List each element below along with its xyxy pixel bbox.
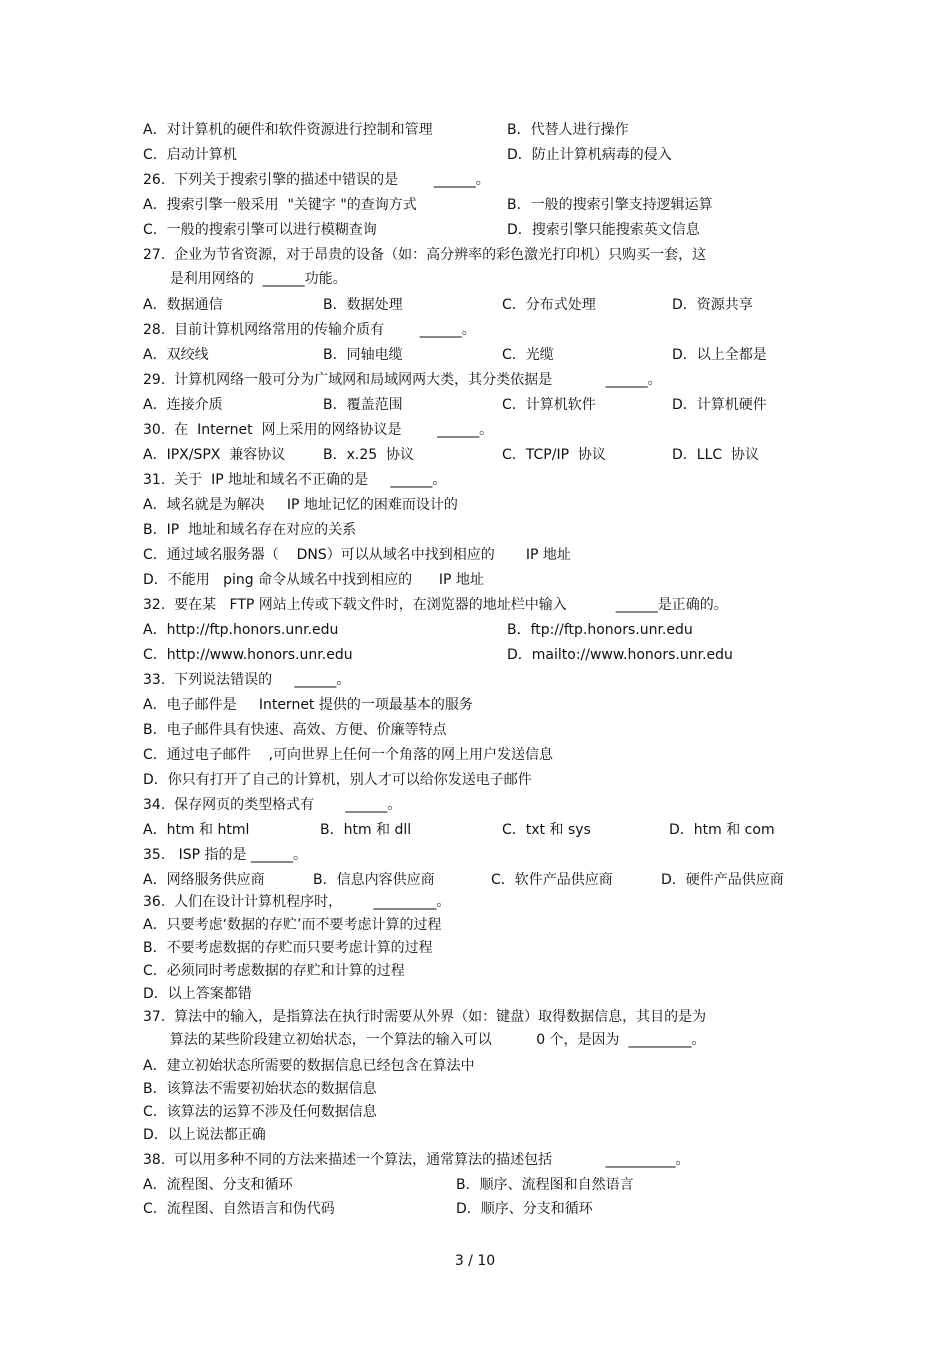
- option-text: A．双绞线: [143, 347, 209, 363]
- line-text: B．不要考虑数据的存贮而只要考虑计算的过程: [143, 940, 433, 956]
- option-text: C．txt 和 sys: [502, 822, 591, 838]
- line-text: 35. ISP 指的是 ______。: [143, 847, 307, 863]
- option-text: D．顺序、分支和循环: [456, 1201, 593, 1217]
- option-text: D．搜索引擎只能搜索英文信息: [507, 222, 700, 238]
- line-text: A．建立初始状态所需要的数据信息已经包含在算法中: [143, 1058, 475, 1074]
- option-text: B．ftp://ftp.honors.unr.edu: [507, 622, 693, 638]
- line-text: 算法的某些阶段建立初始状态，一个算法的输入可以 0 个，是因为 _________。: [143, 1032, 706, 1048]
- line-text: 36. 人们在设计计算机程序时， _________。: [143, 894, 451, 910]
- line-text: B．IP 地址和域名存在对应的关系: [143, 522, 357, 538]
- option-text: C．一般的搜索引擎可以进行模糊查询: [143, 222, 377, 238]
- line-text: 38. 可以用多种不同的方法来描述一个算法，通常算法的描述包括 __________。: [143, 1152, 690, 1168]
- line-text: B．电子邮件具有快速、高效、方便、价廉等特点: [143, 722, 447, 738]
- option-text: B．顺序、流程图和自然语言: [456, 1177, 634, 1193]
- option-text: D．LLC 协议: [672, 447, 760, 463]
- line-text: 26. 下列关于搜索引擎的描述中错误的是 ______。: [143, 172, 490, 188]
- line-text: A．只要考虑‘数据的存贮’而不要考虑计算的过程: [143, 917, 442, 933]
- line-text: 28. 目前计算机网络常用的传输介质有 ______。: [143, 322, 476, 338]
- line-text: 30. 在 Internet 网上采用的网络协议是 ______。: [143, 422, 494, 438]
- option-text: B．htm 和 dll: [320, 822, 412, 838]
- option-text: C．软件产品供应商: [491, 872, 613, 888]
- page-number: 3 / 10: [454, 1253, 496, 1269]
- option-text: A．数据通信: [143, 297, 223, 313]
- option-text: B．x.25 协议: [323, 447, 415, 463]
- line-text: C．通过域名服务器（ DNS）可以从域名中找到相应的 IP 地址: [143, 547, 571, 563]
- line-text: D．以上说法都正确: [143, 1127, 266, 1143]
- line-text: 是利用网络的 ______功能。: [143, 271, 347, 287]
- option-text: A．连接介质: [143, 397, 223, 413]
- option-text: A．网络服务供应商: [143, 872, 265, 888]
- option-text: A．htm 和 html: [143, 822, 250, 838]
- option-text: A．搜索引擎一般采用 "关键字 "的查询方式: [143, 197, 417, 213]
- option-text: A．IPX/SPX 兼容协议: [143, 447, 286, 463]
- line-text: C．该算法的运算不涉及任何数据信息: [143, 1104, 377, 1120]
- option-text: B．信息内容供应商: [313, 872, 435, 888]
- option-text: C．光缆: [502, 347, 554, 363]
- option-text: A．对计算机的硬件和软件资源进行控制和管理: [143, 122, 433, 138]
- line-text: 34. 保存网页的类型格式有 ______。: [143, 797, 402, 813]
- line-text: 27. 企业为节省资源，对于昂贵的设备（如：高分辨率的彩色激光打印机）只购买一套，这: [143, 247, 707, 263]
- option-text: D．硬件产品供应商: [661, 872, 784, 888]
- line-text: A．域名就是为解决 IP 地址记忆的困难而设计的: [143, 497, 458, 513]
- option-text: C．分布式处理: [502, 297, 596, 313]
- option-text: C．TCP/IP 协议: [502, 447, 606, 463]
- option-text: D．资源共享: [672, 297, 753, 313]
- line-text: 32. 要在某 FTP 网站上传或下载文件时，在浏览器的地址栏中输入 ______是正确的。: [143, 597, 728, 613]
- line-text: D．以上答案都错: [143, 986, 252, 1002]
- option-text: A．流程图、分支和循环: [143, 1177, 293, 1193]
- line-text: D．你只有打开了自己的计算机，别人才可以给你发送电子邮件: [143, 772, 532, 788]
- option-text: B．一般的搜索引擎支持逻辑运算: [507, 197, 713, 213]
- option-text: D．防止计算机病毒的侵入: [507, 147, 672, 163]
- option-text: C．计算机软件: [502, 397, 596, 413]
- line-text: D．不能用 ping 命令从域名中找到相应的 IP 地址: [143, 572, 484, 588]
- option-text: D．计算机硬件: [672, 397, 767, 413]
- line-text: 31. 关于 IP 地址和域名不正确的是 ______。: [143, 472, 447, 488]
- line-text: B．该算法不需要初始状态的数据信息: [143, 1081, 377, 1097]
- option-text: D．mailto://www.honors.unr.edu: [507, 647, 733, 663]
- line-text: 37. 算法中的输入，是指算法在执行时需要从外界（如：键盘）取得数据信息，其目的是为: [143, 1009, 707, 1025]
- option-text: B．数据处理: [323, 297, 403, 313]
- option-text: B．覆盖范围: [323, 397, 403, 413]
- option-text: D．以上全都是: [672, 347, 767, 363]
- option-text: B．代替人进行操作: [507, 122, 629, 138]
- option-text: A．http://ftp.honors.unr.edu: [143, 622, 339, 638]
- line-text: A．电子邮件是 Internet 提供的一项最基本的服务: [143, 697, 473, 713]
- option-text: D．htm 和 com: [669, 822, 775, 838]
- option-text: B．同轴电缆: [323, 347, 403, 363]
- line-text: 29. 计算机网络一般可分为广域网和局域网两大类，其分类依据是 ______。: [143, 372, 662, 388]
- option-text: C．启动计算机: [143, 147, 237, 163]
- line-text: C．通过电子邮件 ,可向世界上任何一个角落的网上用户发送信息: [143, 747, 554, 763]
- option-text: C．流程图、自然语言和伪代码: [143, 1201, 335, 1217]
- option-text: C．http://www.honors.unr.edu: [143, 647, 353, 663]
- line-text: C．必须同时考虑数据的存贮和计算的过程: [143, 963, 405, 979]
- line-text: 33. 下列说法错误的 ______。: [143, 672, 351, 688]
